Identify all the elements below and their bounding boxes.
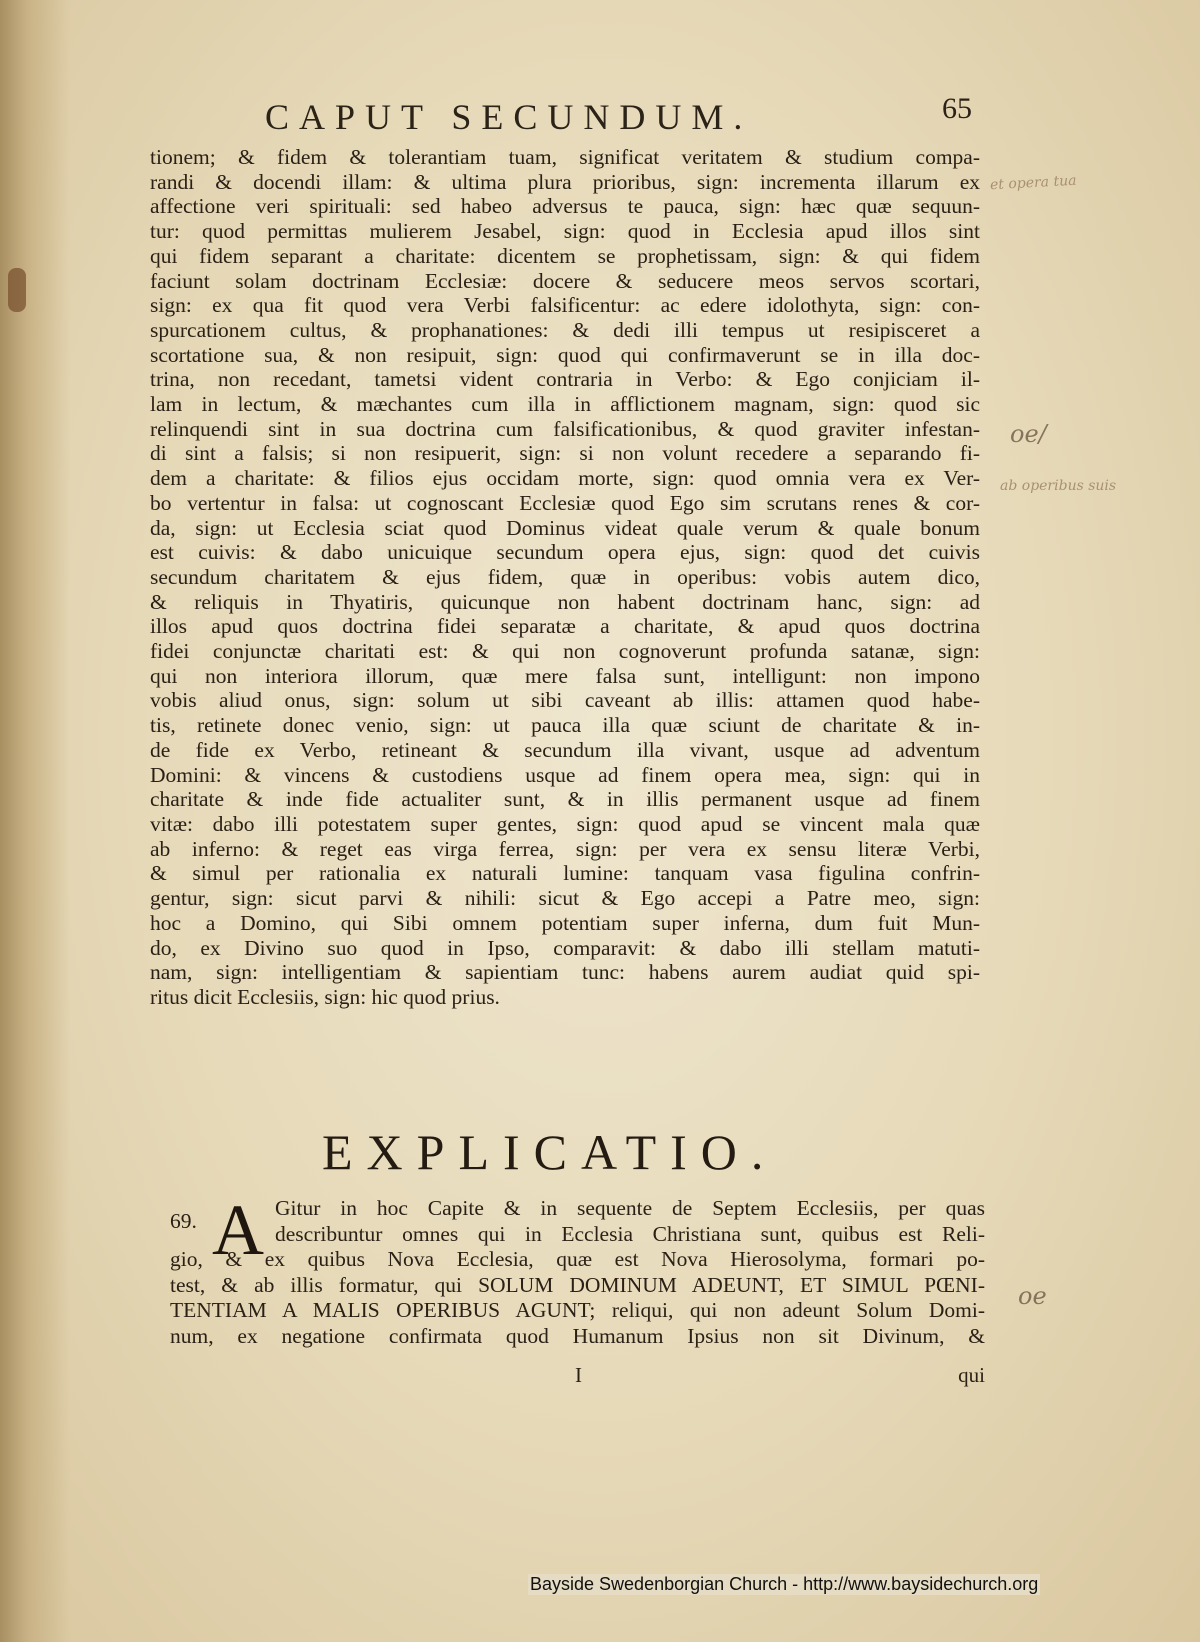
running-head: CAPUT SECUNDUM.	[265, 97, 753, 137]
text-line: qui non interiora illorum, quæ mere falsa sunt, intelligunt: non impono	[150, 663, 980, 688]
text-line: do, ex Divino suo quod in Ipso, comparavit: & dabo illi stellam matuti-	[150, 935, 980, 960]
text-line: lam in lectum, & mæchantes cum illa in afflictionem magnam, sign: quod sic	[150, 392, 980, 417]
text-line: illos apud quos doctrina fidei separatæ a charitate, & apud quos doctrina	[150, 614, 980, 639]
text-line: secundum charitatem & ejus fidem, quæ in operibus: vobis autem dico,	[150, 564, 980, 589]
text-line: TENTIAM A MALIS OPERIBUS AGUNT; reliqui, qui non adeunt Solum Domi-	[170, 1298, 985, 1322]
text-line: di sint a falsis; si non resipuerit, sign: si non volunt recedere a separando fi-	[150, 441, 980, 466]
text-line: Gitur in hoc Capite & in sequente de Septem Ecclesiis, per quas	[275, 1196, 985, 1220]
section-heading: EXPLICATIO.	[322, 1124, 778, 1180]
text-line: charitate & inde fide actualiter sunt, & in illis permanent usque ad finem	[150, 787, 980, 812]
text-line: dem a charitate: & filios ejus occidam morte, sign: quod omnia vera ex Ver-	[150, 466, 980, 491]
drop-cap: A	[212, 1190, 264, 1270]
text-line: gentur, sign: sicut parvi & nihili: sicut & Ego accepi a Patre meo, sign:	[150, 886, 980, 911]
text-line: relinquendi sint in sua doctrina cum falsificationibus, & quod graviter infestan-	[150, 416, 980, 441]
text-line: vobis aliud onus, sign: solum ut sibi caveant ab illis: attamen quod habe-	[150, 688, 980, 713]
text-line: randi & docendi illam: & ultima plura prioribus, sign: incrementa illarum ex	[150, 169, 980, 194]
gutter-shadow	[0, 0, 70, 1642]
text-line: qui fidem separant a charitate: dicentem se prophetissam, sign: & qui fidem	[150, 243, 980, 268]
text-line: describuntur omnes qui in Ecclesia Christiana sunt, quibus est Reli-	[275, 1221, 985, 1246]
text-line: affectione veri spirituali: sed habeo adversus te pauca, sign: hæc quæ sequun-	[150, 194, 980, 219]
text-line: sign: ex qua fit quod vera Verbi falsificentur: ac edere idolothyta, sign: con-	[150, 293, 980, 318]
margin-note: et opera tua	[989, 172, 1077, 194]
text-line: hoc a Domino, qui Sibi omnem potentiam super inferna, dum fuit Mun-	[150, 910, 980, 935]
text-line: est cuivis: & dabo unicuique secundum opera ejus, sign: quod det cuivis	[150, 540, 980, 565]
text-line: bo vertentur in falsa: ut cognoscant Ecclesiæ quod Ego sim scrutans renes & cor-	[150, 490, 980, 515]
text-line: faciunt solam doctrinam Ecclesiæ: docere & seducere meos servos scortari,	[150, 268, 980, 293]
margin-note: oe	[1018, 1282, 1047, 1310]
text-line: ab inferno: & reget eas virga ferrea, sign: per vera ex sensu literæ Verbi,	[150, 836, 980, 861]
catchword: qui	[958, 1363, 985, 1387]
margin-note: oe/	[1010, 420, 1047, 448]
text-line: & simul per rationalia ex naturali lumine: tanquam vasa figulina confrin-	[150, 861, 980, 886]
paragraph-indented-lines	[275, 1196, 985, 1247]
text-line: scortatione sua, & non resipuit, sign: quod qui confirmaverunt se in illa doc-	[150, 342, 980, 367]
body-text	[150, 145, 980, 1010]
text-line: da, sign: ut Ecclesia sciat quod Dominus videat quale verum & quale bonum	[150, 515, 980, 540]
text-line: tionem; & fidem & tolerantiam tuam, significat veritatem & studium compa-	[150, 145, 980, 169]
text-line: spurcationem cultus, & prophanationes: & dedi illi tempus ut resipisceret a	[150, 317, 980, 342]
text-line: de fide ex Verbo, retineant & secundum illa vivant, usque ad adventum	[150, 737, 980, 762]
paragraph-full-lines	[170, 1247, 985, 1349]
paper-stain	[8, 268, 26, 312]
text-line: trina, non recedant, tametsi vident contraria in Verbo: & Ego conjiciam il-	[150, 367, 980, 392]
margin-note: ab operibus suis	[1000, 478, 1117, 494]
text-line: tur: quod permittas mulierem Jesabel, sign: quod in Ecclesia apud illos sint	[150, 219, 980, 244]
text-line: nam, sign: intelligentiam & sapientiam tunc: habens aurem audiat quid spi-	[150, 960, 980, 985]
paragraph-number: 69.	[170, 1209, 197, 1233]
text-line: & reliquis in Thyatiris, quicunque non habent doctrinam hanc, sign: ad	[150, 589, 980, 614]
text-line: test, & ab illis formatur, qui SOLUM DOMINUM ADEUNT, ET SIMUL PŒNI-	[170, 1272, 985, 1297]
text-line: gio, & ex quibus Nova Ecclesia, quæ est Nova Hierosolyma, formari po-	[170, 1247, 985, 1271]
text-line: ritus dicit Ecclesiis, sign: hic quod prius.	[150, 984, 500, 1009]
text-line: Domini: & vincens & custodiens usque ad finem opera mea, sign: qui in	[150, 762, 980, 787]
signature-mark: I	[575, 1363, 582, 1387]
text-line: num, ex negatione confirmata quod Humanum Ipsius non sit Divinum, &	[170, 1323, 985, 1348]
page-number: 65	[942, 92, 972, 125]
credit-line: Bayside Swedenborgian Church - http://www.baysidechurch.org	[530, 1574, 1039, 1594]
text-line: tis, retinete donec venio, sign: ut pauca illa quæ sciunt de charitate & in-	[150, 713, 980, 738]
text-line: vitæ: dabo illi potestatem super gentes, sign: quod apud se vincent mala quæ	[150, 811, 980, 836]
text-line: fidei conjunctæ charitati est: & qui non cognoverunt profunda satanæ, sign:	[150, 639, 980, 664]
